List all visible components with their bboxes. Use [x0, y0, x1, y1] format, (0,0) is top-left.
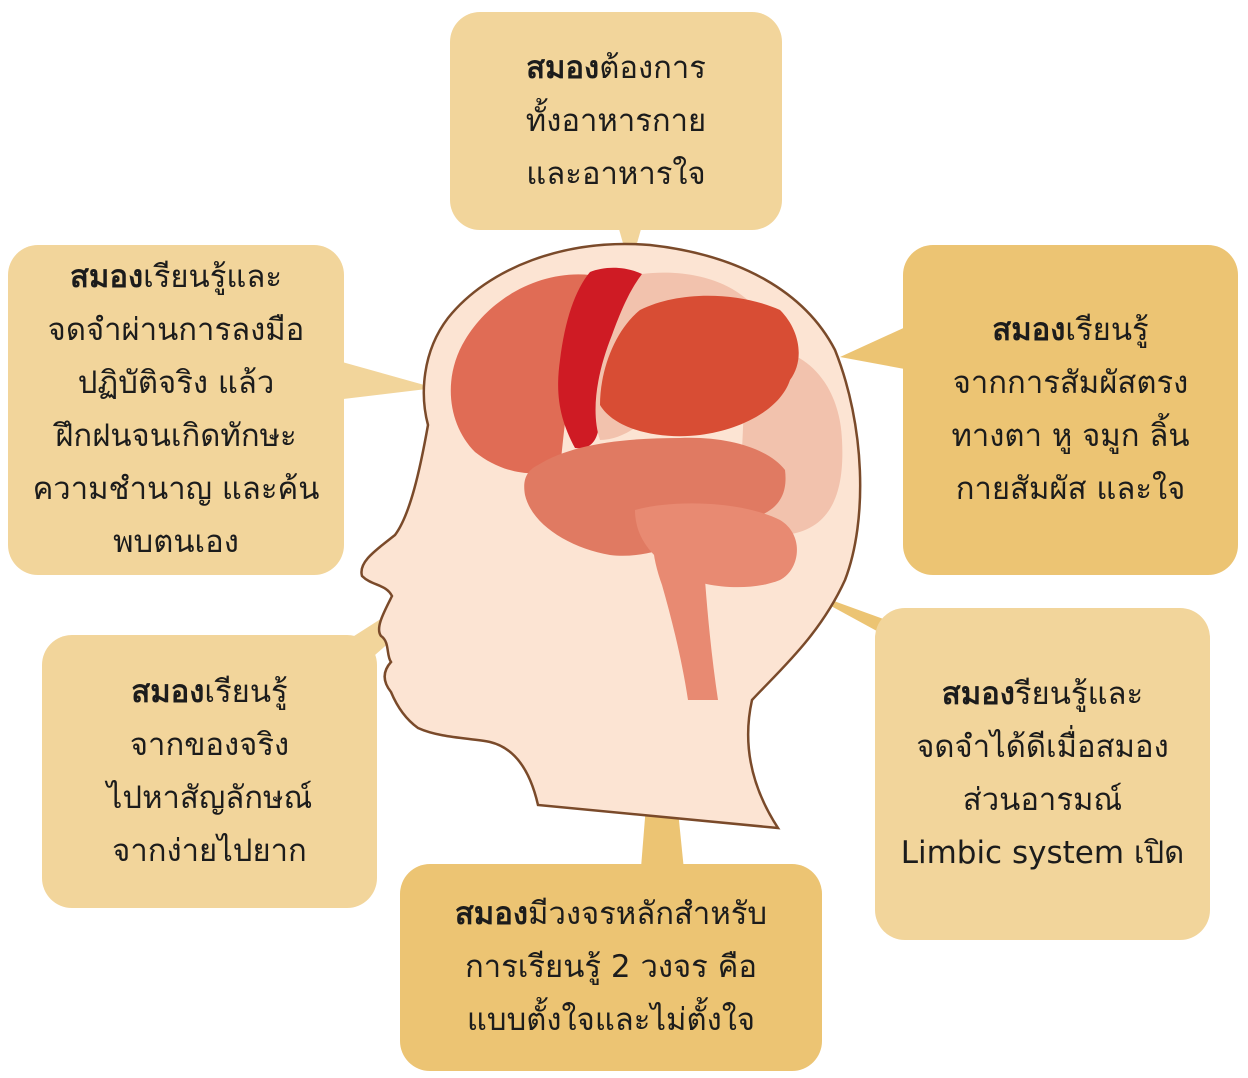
bubble-bottom-line-1: มีวงจรหลักสำหรับ — [528, 896, 768, 932]
bubble-lower-left-line-1: เรียนรู้ — [204, 673, 288, 710]
bubble-upper-left — [8, 245, 344, 575]
bubble-upper-left-line-4: ฝึกฝนจนเกิดทักษะ — [55, 418, 297, 454]
bubble-upper-left-line-3: ปฏิบัติจริง แล้ว — [77, 365, 275, 401]
bubble-upper-right-line-4: กายสัมผัส และใจ — [955, 471, 1186, 507]
bubble-upper-right — [903, 245, 1238, 575]
bubble-bottom-line-3: แบบตั้งใจและไม่ตั้งใจ — [466, 1002, 756, 1038]
bubble-lower-right-line-1: รียนรู้และ — [1014, 676, 1144, 712]
bubble-lower-right-line-2: จดจำได้ดีเมื่อสมอง — [916, 729, 1169, 765]
bubble-upper-left-line-2: จดจำผ่านการลงมือ — [47, 312, 305, 348]
bubble-top — [450, 12, 782, 230]
bubble-upper-left-keyword: สมอง — [69, 259, 144, 295]
bubble-lower-left-keyword: สมอง — [131, 673, 205, 710]
bubble-top-line-3: และอาหารใจ — [526, 155, 706, 192]
bubble-top-line-1: ต้องการ — [599, 49, 706, 86]
bubble-top-line-2: ทั้งอาหารกาย — [525, 102, 707, 139]
bubble-upper-right-line-2: จากการสัมผัสตรง — [952, 365, 1189, 401]
bubble-upper-right-keyword: สมอง — [992, 312, 1066, 348]
bubble-top-keyword: สมอง — [526, 49, 600, 86]
bubble-bottom — [400, 864, 822, 1071]
bubble-upper-left-line-1: เรียนรู้และ — [143, 259, 282, 295]
bubble-upper-right-line-1: เรียนรู้ — [1065, 312, 1149, 348]
pointer-upper-left — [335, 360, 435, 400]
bubble-lower-left-line-4: จากง่ายไปยาก — [112, 832, 307, 869]
bubble-lower-right-keyword: สมอง — [941, 676, 1015, 712]
bubble-upper-right-line-3: ทางตา หู จมูก ลิ้น — [951, 418, 1190, 454]
bubble-lower-left-line-2: จากของจริง — [129, 726, 290, 763]
bubble-lower-right-line-4: Limbic system เปิด — [900, 835, 1185, 871]
pointer-upper-right — [840, 325, 910, 370]
bubble-bottom-keyword: สมอง — [454, 896, 529, 932]
bubble-upper-left-line-6: พบตนเอง — [113, 524, 239, 560]
bubble-lower-right-line-3: ส่วนอารมณ์ — [962, 782, 1123, 818]
bubble-bottom-line-2: การเรียนรู้ 2 วงจร คือ — [464, 949, 758, 985]
bubble-lower-right — [875, 608, 1210, 940]
bubble-lower-left — [42, 635, 377, 908]
bubble-lower-left-line-3: ไปหาสัญลักษณ์ — [106, 779, 313, 816]
bubble-upper-left-line-5: ความชำนาญ และค้น — [32, 471, 320, 507]
